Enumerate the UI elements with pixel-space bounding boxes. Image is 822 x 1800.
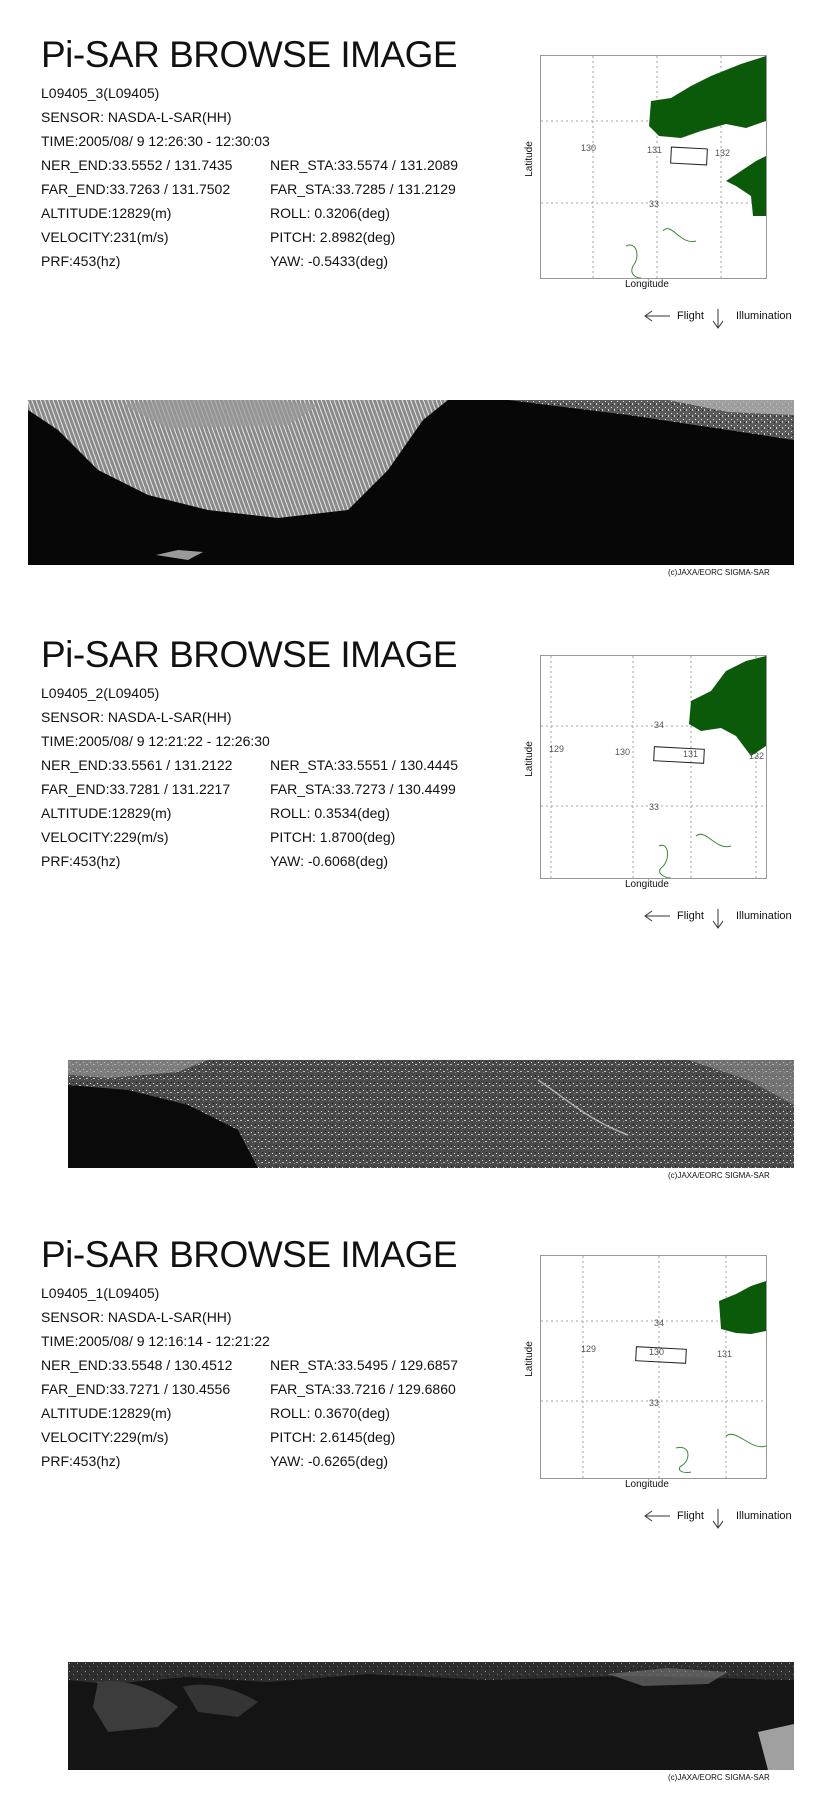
page-title: Pi-SAR BROWSE IMAGE [41, 1234, 458, 1275]
copyright-credit: (c)JAXA/EORC SIGMA-SAR [668, 1773, 770, 1782]
locator-map [540, 55, 767, 279]
time-text: TIME:2005/08/ 9 12:26:30 - 12:30:03 [41, 133, 270, 149]
yaw-text: YAW: -0.6265(deg) [270, 1453, 389, 1469]
arrow-left-icon [643, 309, 671, 328]
pitch-text: PITCH: 2.6145(deg) [270, 1429, 396, 1445]
arrow-down-icon [711, 1508, 725, 1535]
roll-text: ROLL: 0.3206(deg) [270, 205, 390, 221]
locator-map [540, 1255, 767, 1479]
arrow-down-icon [711, 908, 725, 935]
sensor-text: SENSOR: NASDA-L-SAR(HH) [41, 1309, 232, 1325]
illumination-label: Illumination [736, 910, 792, 922]
far-end-text: FAR_END:33.7281 / 131.2217 [41, 781, 231, 797]
lat-tick: 33 [649, 802, 660, 812]
browse-panel-2 [0, 600, 822, 1200]
ner-end-text: NER_END:33.5548 / 130.4512 [41, 1357, 233, 1373]
page-title: Pi-SAR BROWSE IMAGE [41, 34, 458, 75]
flight-label: Flight [677, 910, 704, 922]
copyright-credit: (c)JAXA/EORC SIGMA-SAR [668, 568, 770, 577]
illumination-label: Illumination [736, 1510, 792, 1522]
pitch-text: PITCH: 1.8700(deg) [270, 829, 396, 845]
velocity-text: VELOCITY:229(m/s) [41, 829, 169, 845]
altitude-text: ALTITUDE:12829(m) [41, 1405, 172, 1421]
latitude-axis-label: Latitude [523, 141, 535, 177]
scene-id: L09405_3(L09405) [41, 85, 160, 101]
roll-text: ROLL: 0.3534(deg) [270, 805, 390, 821]
sar-image [68, 1060, 794, 1168]
lon-tick: 132 [715, 148, 731, 158]
arrow-left-icon [643, 1509, 671, 1528]
arrow-down-icon [711, 308, 725, 335]
pitch-text: PITCH: 2.8982(deg) [270, 229, 396, 245]
page-title: Pi-SAR BROWSE IMAGE [41, 634, 458, 675]
locator-map [540, 655, 767, 879]
browse-panel-1 [0, 0, 822, 600]
lat-tick: 33 [649, 1398, 660, 1408]
lat-tick: 34 [654, 1318, 665, 1328]
land-region [689, 656, 766, 756]
yaw-text: YAW: -0.6068(deg) [270, 853, 389, 869]
altitude-text: ALTITUDE:12829(m) [41, 805, 172, 821]
longitude-axis-label: Longitude [625, 279, 669, 290]
land-region [649, 56, 766, 138]
sar-image [28, 400, 794, 565]
scene-id: L09405_1(L09405) [41, 1285, 160, 1301]
swath-box [671, 147, 708, 165]
flight-label: Flight [677, 1510, 704, 1522]
copyright-credit: (c)JAXA/EORC SIGMA-SAR [668, 1171, 770, 1180]
far-sta-text: FAR_STA:33.7273 / 130.4499 [270, 781, 456, 797]
velocity-text: VELOCITY:231(m/s) [41, 229, 169, 245]
latitude-axis-label: Latitude [523, 1341, 535, 1377]
far-end-text: FAR_END:33.7263 / 131.7502 [41, 181, 231, 197]
longitude-axis-label: Longitude [625, 879, 669, 890]
illumination-label: Illumination [736, 310, 792, 322]
arrow-left-icon [643, 909, 671, 928]
sar-image [68, 1662, 794, 1770]
prf-text: PRF:453(hz) [41, 1453, 121, 1469]
land-region [719, 1281, 766, 1334]
far-sta-text: FAR_STA:33.7216 / 129.6860 [270, 1381, 456, 1397]
yaw-text: YAW: -0.5433(deg) [270, 253, 389, 269]
ner-end-text: NER_END:33.5561 / 131.2122 [41, 757, 233, 773]
lon-tick: 129 [549, 744, 565, 754]
ner-sta-text: NER_STA:33.5495 / 129.6857 [270, 1357, 459, 1373]
lon-tick: 131 [683, 749, 699, 759]
sensor-text: SENSOR: NASDA-L-SAR(HH) [41, 709, 232, 725]
lon-tick: 131 [717, 1349, 733, 1359]
longitude-axis-label: Longitude [625, 1479, 669, 1490]
velocity-text: VELOCITY:229(m/s) [41, 1429, 169, 1445]
prf-text: PRF:453(hz) [41, 253, 121, 269]
flight-label: Flight [677, 310, 704, 322]
lat-tick: 34 [654, 720, 665, 730]
far-sta-text: FAR_STA:33.7285 / 131.2129 [270, 181, 456, 197]
lon-tick: 131 [647, 145, 663, 155]
lon-tick: 130 [581, 143, 597, 153]
ner-sta-text: NER_STA:33.5551 / 130.4445 [270, 757, 459, 773]
land-region [726, 156, 766, 216]
scene-id: L09405_2(L09405) [41, 685, 160, 701]
sensor-text: SENSOR: NASDA-L-SAR(HH) [41, 109, 232, 125]
lon-tick: 129 [581, 1344, 597, 1354]
far-end-text: FAR_END:33.7271 / 130.4556 [41, 1381, 231, 1397]
lon-tick: 130 [649, 1347, 665, 1357]
altitude-text: ALTITUDE:12829(m) [41, 205, 172, 221]
prf-text: PRF:453(hz) [41, 853, 121, 869]
time-text: TIME:2005/08/ 9 12:21:22 - 12:26:30 [41, 733, 270, 749]
lon-tick: 132 [749, 751, 765, 761]
browse-panel-3 [0, 1200, 822, 1800]
lat-tick: 33 [649, 199, 660, 209]
ner-sta-text: NER_STA:33.5574 / 131.2089 [270, 157, 459, 173]
roll-text: ROLL: 0.3670(deg) [270, 1405, 390, 1421]
lon-tick: 130 [615, 747, 631, 757]
ner-end-text: NER_END:33.5552 / 131.7435 [41, 157, 233, 173]
time-text: TIME:2005/08/ 9 12:16:14 - 12:21:22 [41, 1333, 270, 1349]
latitude-axis-label: Latitude [523, 741, 535, 777]
